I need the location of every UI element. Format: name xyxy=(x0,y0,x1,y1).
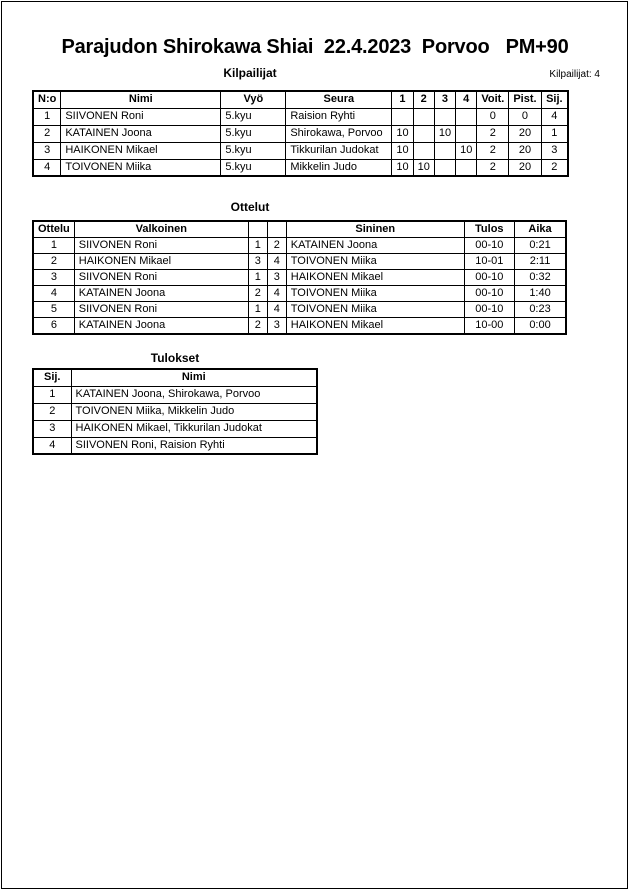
name-cell: KATAINEN Joona xyxy=(61,125,221,142)
competitors-table xyxy=(32,90,569,177)
rank-cell: 2 xyxy=(541,159,568,176)
no-cell: 3 xyxy=(33,142,61,159)
matches-table xyxy=(32,220,567,335)
col-header-white-no xyxy=(248,221,267,238)
white-no-cell: 2 xyxy=(248,286,267,302)
name-cell: TOIVONEN Miika xyxy=(61,159,221,176)
competitors-header-row xyxy=(33,91,568,108)
result-row xyxy=(33,437,317,454)
time-cell: 0:32 xyxy=(514,270,566,286)
result-name-cell: KATAINEN Joona, Shirokawa, Porvoo xyxy=(71,386,317,403)
rank-cell: 4 xyxy=(541,108,568,125)
match-no-cell: 6 xyxy=(33,318,74,335)
match-no-cell: 5 xyxy=(33,302,74,318)
competitor-count-label: Kilpailijat: 4 xyxy=(549,69,600,80)
result-cell: 00-10 xyxy=(464,238,514,254)
blue-name-cell: TOIVONEN Miika xyxy=(286,302,464,318)
col-header-wins: Voit. xyxy=(477,91,509,108)
club-cell: Tikkurilan Judokat xyxy=(286,142,392,159)
score1-cell: 10 xyxy=(392,142,413,159)
no-cell: 4 xyxy=(33,159,61,176)
match-no-cell: 4 xyxy=(33,286,74,302)
blue-name-cell: HAIKONEN Mikael xyxy=(286,270,464,286)
result-row xyxy=(33,386,317,403)
time-cell: 0:00 xyxy=(514,318,566,335)
belt-cell: 5.kyu xyxy=(221,108,286,125)
wins-cell: 0 xyxy=(477,108,509,125)
name-cell: HAIKONEN Mikael xyxy=(61,142,221,159)
match-no-cell: 2 xyxy=(33,254,74,270)
white-name-cell: SIIVONEN Roni xyxy=(74,238,248,254)
col-header-name: Nimi xyxy=(71,369,317,386)
col-header-3: 3 xyxy=(434,91,455,108)
score3-cell: 10 xyxy=(434,125,455,142)
score2-cell xyxy=(413,108,434,125)
score2-cell xyxy=(413,142,434,159)
white-no-cell: 3 xyxy=(248,254,267,270)
col-header-blue-no xyxy=(267,221,286,238)
blue-no-cell: 3 xyxy=(267,318,286,335)
belt-cell: 5.kyu xyxy=(221,159,286,176)
rank-cell: 4 xyxy=(33,437,71,454)
score4-cell xyxy=(456,159,477,176)
white-no-cell: 1 xyxy=(248,238,267,254)
score3-cell xyxy=(434,159,455,176)
score1-cell: 10 xyxy=(392,159,413,176)
white-no-cell: 2 xyxy=(248,318,267,335)
blue-name-cell: TOIVONEN Miika xyxy=(286,286,464,302)
col-header-no: N:o xyxy=(33,91,61,108)
match-row xyxy=(33,238,566,254)
match-row xyxy=(33,318,566,335)
points-cell: 20 xyxy=(509,159,541,176)
col-header-points: Pist. xyxy=(509,91,541,108)
section-title-kilpailijat: Kilpailijat xyxy=(223,66,277,80)
white-name-cell: SIIVONEN Roni xyxy=(74,270,248,286)
name-cell: SIIVONEN Roni xyxy=(61,108,221,125)
no-cell: 1 xyxy=(33,108,61,125)
match-row xyxy=(33,286,566,302)
points-cell: 20 xyxy=(509,142,541,159)
result-row xyxy=(33,420,317,437)
rank-cell: 1 xyxy=(33,386,71,403)
blue-no-cell: 2 xyxy=(267,238,286,254)
blue-no-cell: 3 xyxy=(267,270,286,286)
results-header-row xyxy=(33,369,317,386)
match-row xyxy=(33,302,566,318)
col-header-rank: Sij. xyxy=(33,369,71,386)
score4-cell xyxy=(456,125,477,142)
score3-cell xyxy=(434,108,455,125)
score3-cell xyxy=(434,142,455,159)
wins-cell: 2 xyxy=(477,142,509,159)
match-row xyxy=(33,270,566,286)
competitor-row xyxy=(33,142,568,159)
result-cell: 10-00 xyxy=(464,318,514,335)
white-no-cell: 1 xyxy=(248,270,267,286)
col-header-1: 1 xyxy=(392,91,413,108)
white-name-cell: HAIKONEN Mikael xyxy=(74,254,248,270)
club-cell: Shirokawa, Porvoo xyxy=(286,125,392,142)
col-header-blue: Sininen xyxy=(286,221,464,238)
result-name-cell: HAIKONEN Mikael, Tikkurilan Judokat xyxy=(71,420,317,437)
result-cell: 00-10 xyxy=(464,302,514,318)
col-header-rank: Sij. xyxy=(541,91,568,108)
time-cell: 0:21 xyxy=(514,238,566,254)
white-no-cell: 1 xyxy=(248,302,267,318)
col-header-name: Nimi xyxy=(61,91,221,108)
col-header-white: Valkoinen xyxy=(74,221,248,238)
points-cell: 20 xyxy=(509,125,541,142)
rank-cell: 2 xyxy=(33,403,71,420)
time-cell: 2:11 xyxy=(514,254,566,270)
white-name-cell: SIIVONEN Roni xyxy=(74,302,248,318)
belt-cell: 5.kyu xyxy=(221,142,286,159)
competitor-row xyxy=(33,108,568,125)
col-header-2: 2 xyxy=(413,91,434,108)
rank-cell: 3 xyxy=(541,142,568,159)
result-name-cell: SIIVONEN Roni, Raision Ryhti xyxy=(71,437,317,454)
blue-name-cell: TOIVONEN Miika xyxy=(286,254,464,270)
club-cell: Raision Ryhti xyxy=(286,108,392,125)
blue-no-cell: 4 xyxy=(267,286,286,302)
col-header-club: Seura xyxy=(286,91,392,108)
blue-no-cell: 4 xyxy=(267,302,286,318)
result-row xyxy=(33,403,317,420)
col-header-match: Ottelu xyxy=(33,221,74,238)
match-no-cell: 3 xyxy=(33,270,74,286)
club-cell: Mikkelin Judo xyxy=(286,159,392,176)
score4-cell xyxy=(456,108,477,125)
time-cell: 1:40 xyxy=(514,286,566,302)
matches-header-row xyxy=(33,221,566,238)
no-cell: 2 xyxy=(33,125,61,142)
time-cell: 0:23 xyxy=(514,302,566,318)
points-cell: 0 xyxy=(509,108,541,125)
score4-cell: 10 xyxy=(456,142,477,159)
match-no-cell: 1 xyxy=(33,238,74,254)
competitor-row xyxy=(33,125,568,142)
col-header-4: 4 xyxy=(456,91,477,108)
rank-cell: 3 xyxy=(33,420,71,437)
result-cell: 00-10 xyxy=(464,270,514,286)
results-table xyxy=(32,368,318,455)
col-header-result: Tulos xyxy=(464,221,514,238)
wins-cell: 2 xyxy=(477,125,509,142)
blue-name-cell: HAIKONEN Mikael xyxy=(286,318,464,335)
blue-no-cell: 4 xyxy=(267,254,286,270)
result-cell: 00-10 xyxy=(464,286,514,302)
result-name-cell: TOIVONEN Miika, Mikkelin Judo xyxy=(71,403,317,420)
score2-cell: 10 xyxy=(413,159,434,176)
match-row xyxy=(33,254,566,270)
rank-cell: 1 xyxy=(541,125,568,142)
white-name-cell: KATAINEN Joona xyxy=(74,318,248,335)
section-title-ottelut: Ottelut xyxy=(230,200,270,214)
score1-cell: 10 xyxy=(392,125,413,142)
result-cell: 10-01 xyxy=(464,254,514,270)
score1-cell xyxy=(392,108,413,125)
score2-cell xyxy=(413,125,434,142)
col-header-belt: Vyö xyxy=(221,91,286,108)
blue-name-cell: KATAINEN Joona xyxy=(286,238,464,254)
competitor-row xyxy=(33,159,568,176)
belt-cell: 5.kyu xyxy=(221,125,286,142)
white-name-cell: KATAINEN Joona xyxy=(74,286,248,302)
wins-cell: 2 xyxy=(477,159,509,176)
col-header-time: Aika xyxy=(514,221,566,238)
page-title: Parajudon Shirokawa Shiai 22.4.2023 Porvoo PM+90 xyxy=(61,36,569,58)
section-title-tulokset: Tulokset xyxy=(150,351,200,365)
